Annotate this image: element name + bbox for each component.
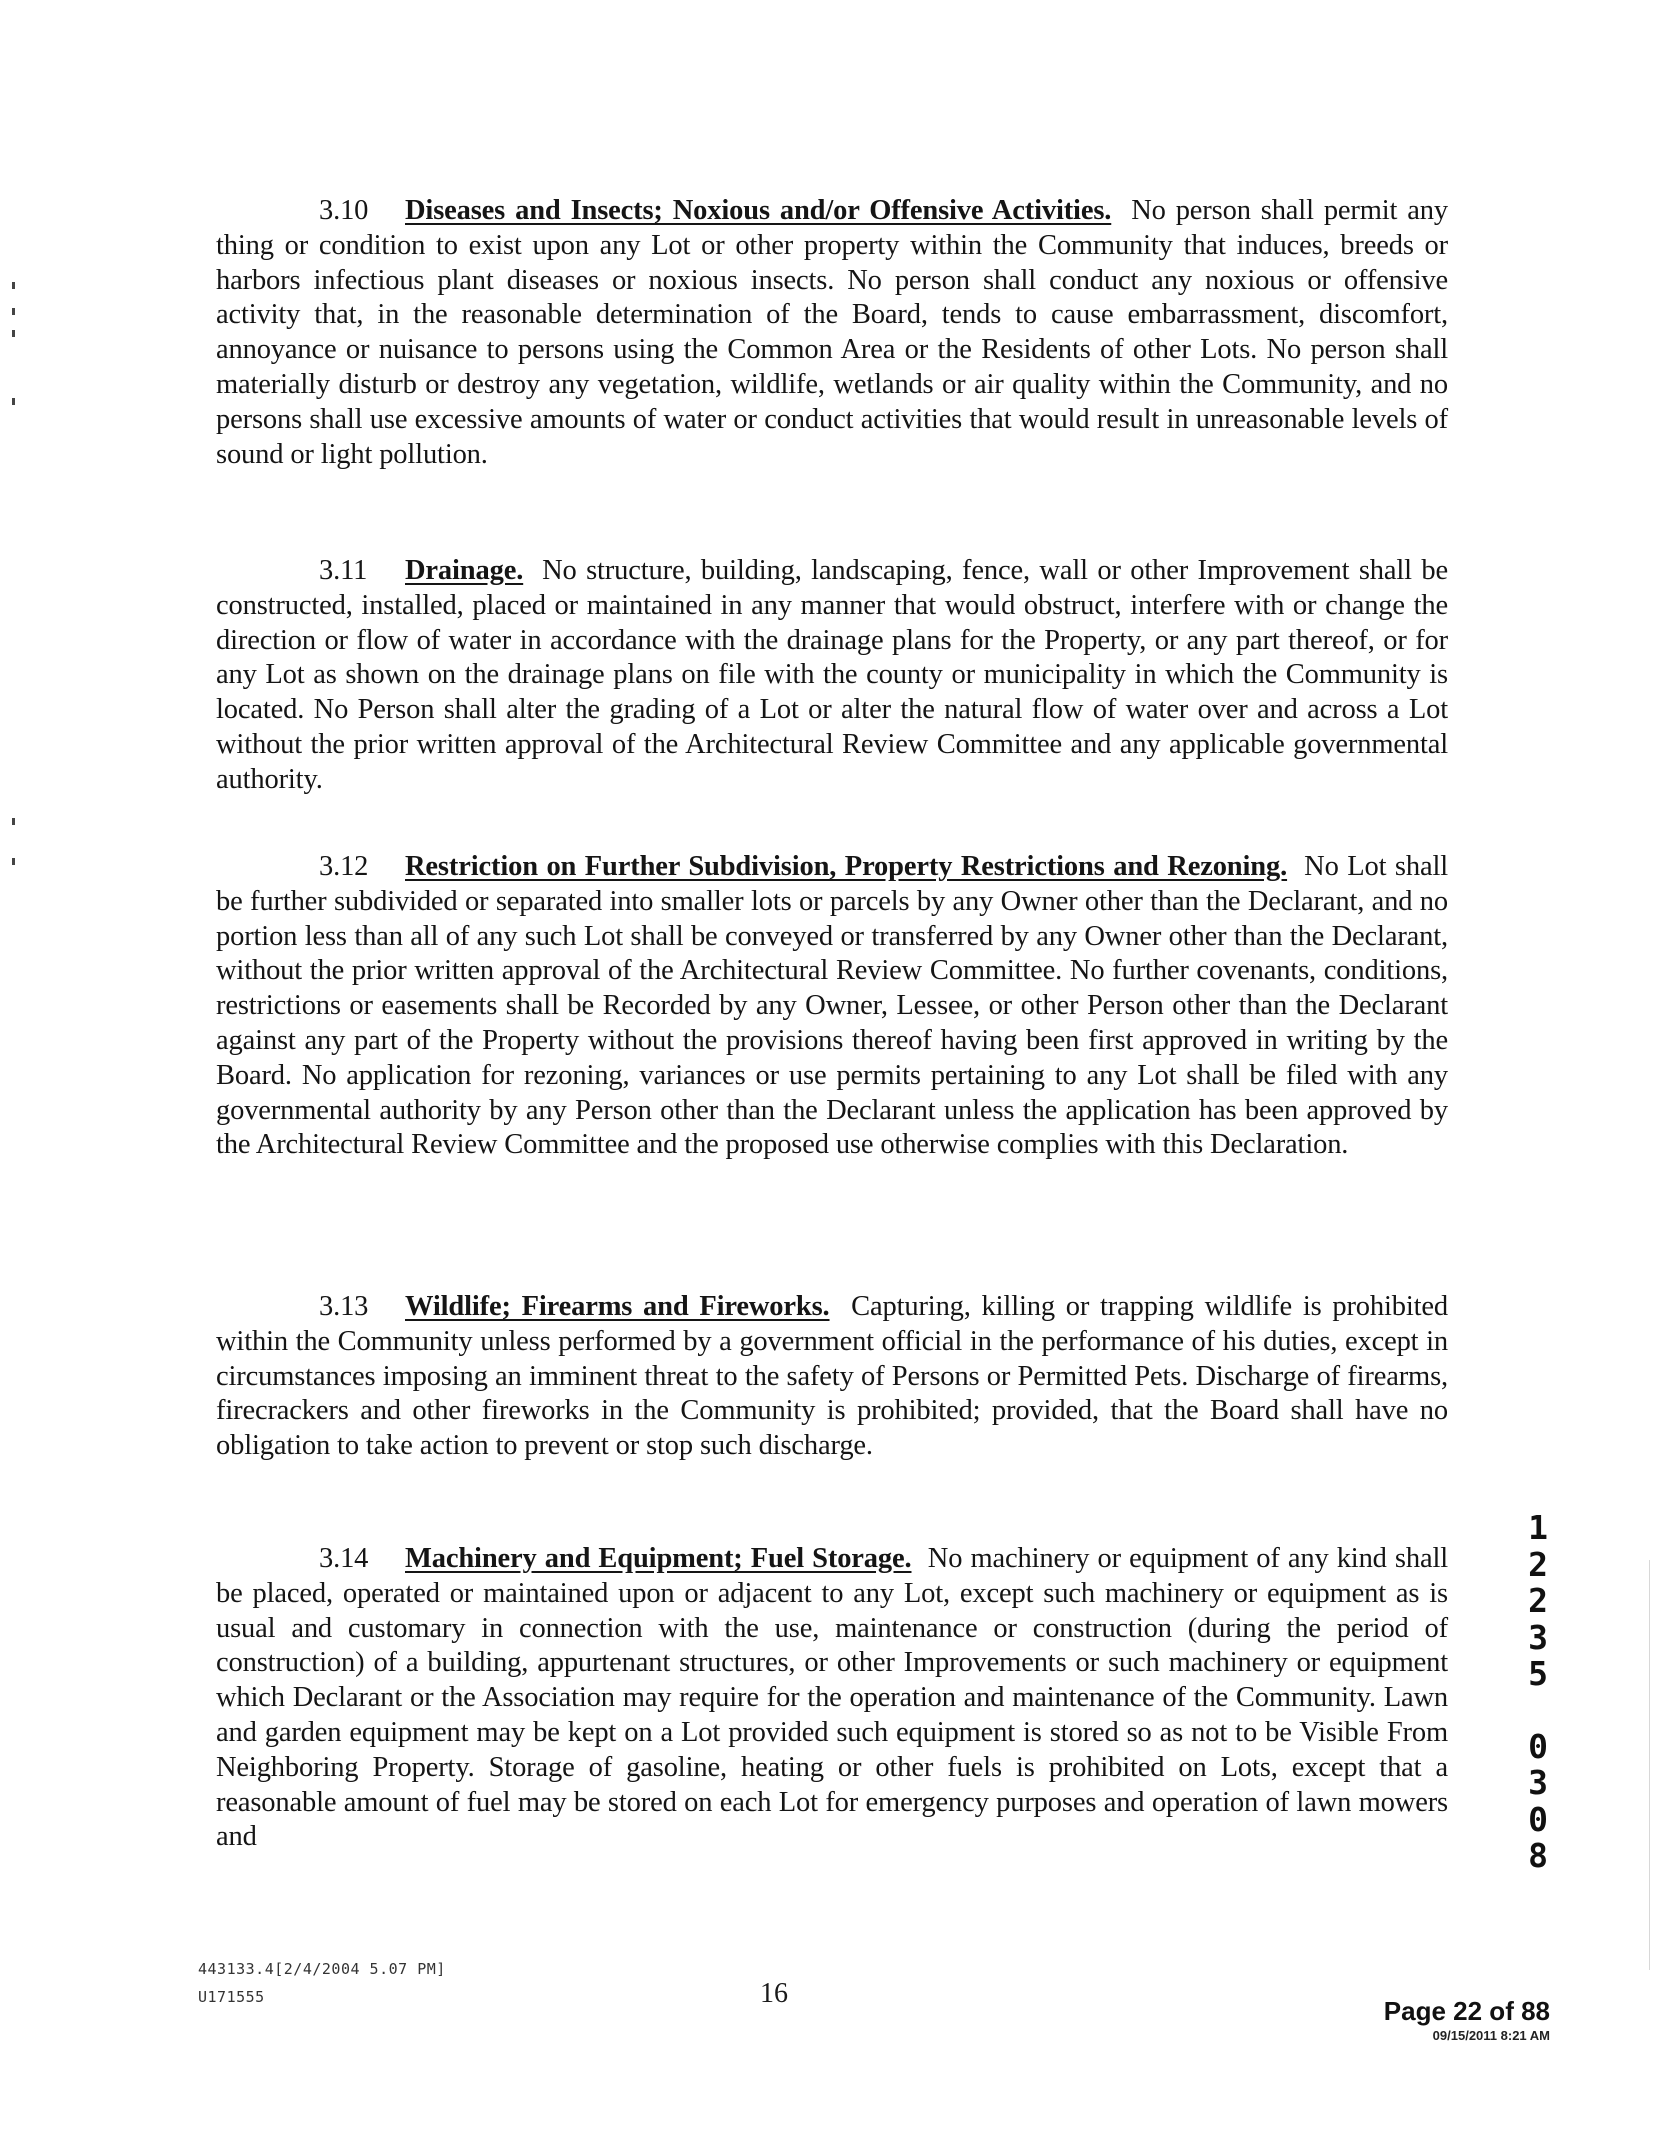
page-number: 16 bbox=[760, 1978, 788, 2009]
section-heading: Machinery and Equipment; Fuel Storage. bbox=[405, 1543, 912, 1574]
section-body: No structure, building, landscaping, fence, wall or other Improvement shall be constructed, installed, placed or maintained in any manner that would obstruct, interfere with or change the direction or flow of water in accordance with the drainage plans for the Property, or any part thereof, or for any Lot as shown on the drainage plans on file with the county or municipality in which the Community is located. No Person shall alter the grading of a Lot or alter the natural flow of water over and across a Lot without the prior written approval of the Architectural Review Committee and any applicable governmental authority. bbox=[216, 555, 1448, 795]
recording-digit: 8 bbox=[1528, 1836, 1548, 1875]
recording-digit: 3 bbox=[1528, 1763, 1548, 1802]
section-body: No person shall permit any thing or condition to exist upon any Lot or other property within the Community that induces, breeds or harbors infectious plant diseases or noxious insects. No person shall conduct any noxious or offensive activity that, in the reasonable determination of the Board, tends to cause embarrassment, discomfort, annoyance or nuisance to persons using the Common Area or the Residents of other Lots. No person shall materially disturb or destroy any vegetation, wildlife, wetlands or air quality within the Community, and no persons shall use excessive amounts of water or conduct activities that would result in unreasonable levels of sound or light pollution. bbox=[216, 195, 1448, 470]
recording-digit: 1 bbox=[1528, 1508, 1548, 1547]
recording-digit: 3 bbox=[1528, 1617, 1548, 1657]
section-3-14 bbox=[216, 1542, 1448, 1855]
scan-mark bbox=[12, 330, 15, 337]
recording-digit: 0 bbox=[1528, 1799, 1548, 1839]
recording-digit: 2 bbox=[1528, 1544, 1548, 1584]
section-heading: Drainage. bbox=[405, 555, 524, 586]
recording-number bbox=[1518, 1510, 1558, 1875]
section-heading: Diseases and Insects; Noxious and/or Offensive Activities. bbox=[405, 195, 1112, 226]
section-3-10 bbox=[216, 194, 1448, 472]
recording-digit: 5 bbox=[1528, 1654, 1548, 1693]
scan-edge-line bbox=[1649, 1560, 1650, 1970]
section-body: Capturing, killing or trapping wildlife is prohibited within the Community unless performed by a government official in the performance of his duties, except in circumstances imposing an imminent threat to the safety of Persons or Permitted Pets. Discharge of firearms, firecrackers and other fireworks in the Community is prohibited; provided, that the Board shall have no obligation to take action to prevent or stop such discharge. bbox=[216, 1291, 1448, 1462]
scan-mark bbox=[12, 308, 15, 315]
section-3-12 bbox=[216, 850, 1448, 1163]
section-3-11 bbox=[216, 554, 1448, 798]
section-number: 3.11 bbox=[319, 555, 368, 586]
section-heading: Wildlife; Firearms and Fireworks. bbox=[405, 1291, 830, 1322]
scan-mark bbox=[12, 282, 15, 289]
page-of-total: Page 22 of 88 bbox=[1383, 1996, 1550, 2026]
section-body: No Lot shall be further subdivided or separated into smaller lots or parcels by any Owner other than the Declarant, and no portion less than all of any such Lot shall be conveyed or transferred by any Owner other than the Declarant, without the prior written approval of the Architectural Review Committee. No further covenants, conditions, restrictions or easements shall be Recorded by any Owner, Lessee, or other Person other than the Declarant against any part of the Property without the provisions thereof having been first approved in writing by the Board. No application for rezoning, variances or use permits pertaining to any Lot shall be filed with any governmental authority by any Person other than the Declarant unless the application has been approved by the Architectural Review Committee and the proposed use otherwise complies with this Declaration. bbox=[216, 851, 1449, 1161]
section-heading: Restriction on Further Subdivision, Property Restrictions and Rezoning. bbox=[405, 851, 1288, 882]
document-code-secondary: U171555 bbox=[198, 1988, 265, 2006]
scan-mark bbox=[12, 398, 15, 405]
scan-mark bbox=[12, 818, 15, 825]
section-body: No machinery or equipment of any kind shall be placed, operated or maintained upon or adjacent to any Lot, except such machinery or equipment as is usual and customary in connection with the use, maintenance or construction (during the period of construction) of a building, appurtenant structures, or other Improvements or such machinery or equipment which Declarant or the Association may require for the operation and maintenance of the Community. Lawn and garden equipment may be kept on a Lot provided such equipment is stored so as not to be Visible From Neighboring Property. Storage of gasoline, heating or other fuels is prohibited on Lots, except that a reasonable amount of fuel may be stored on each Lot for emergency purposes and operation of lawn mowers and bbox=[216, 1543, 1449, 1853]
document-code: 443133.4[2/4/2004 5.07 PM] bbox=[198, 1960, 446, 1978]
section-3-13 bbox=[216, 1290, 1448, 1464]
recording-digit: 0 bbox=[1528, 1726, 1548, 1766]
section-number: 3.14 bbox=[319, 1543, 369, 1574]
section-number: 3.13 bbox=[319, 1291, 369, 1322]
recording-gap bbox=[1518, 1693, 1558, 1729]
section-number: 3.10 bbox=[319, 195, 369, 226]
print-timestamp: 09/15/2011 8:21 AM bbox=[1432, 2028, 1550, 2043]
section-number: 3.12 bbox=[319, 851, 369, 882]
recording-digit: 2 bbox=[1528, 1581, 1548, 1620]
scan-mark bbox=[12, 858, 15, 865]
